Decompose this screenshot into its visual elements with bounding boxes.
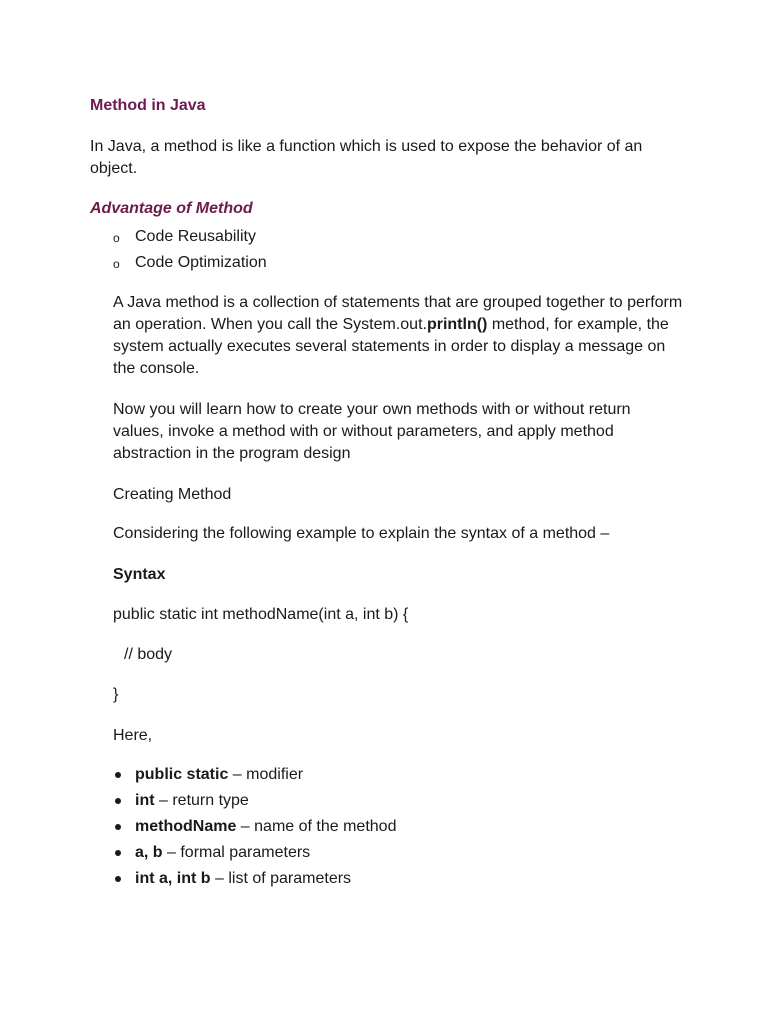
term-description: – formal parameters <box>162 844 311 861</box>
creating-method-heading: Creating Method <box>113 486 232 503</box>
list-item <box>113 842 396 868</box>
term-name: methodName <box>135 818 237 835</box>
term-description: – name of the method <box>236 818 397 835</box>
code-line-close-brace: } <box>113 686 119 703</box>
list-item <box>113 868 396 894</box>
here-label: Here, <box>113 727 153 744</box>
term-description: – return type <box>154 792 249 809</box>
advantage-heading: Advantage of Method <box>90 200 253 217</box>
term-name: a, b <box>135 844 163 861</box>
learn-paragraph: Now you will learn how to create your own methods with or without return values, invoke a method with or without parameters, and apply method abstraction in the program design <box>113 401 631 462</box>
term-name: int a, int b <box>135 870 211 887</box>
circle-bullet-icon: o <box>113 257 120 271</box>
terms-list <box>113 764 396 894</box>
bullet-dot-icon <box>115 824 121 830</box>
bullet-dot-icon <box>115 798 121 804</box>
term-name: public static <box>135 766 229 783</box>
println-code-term: println() <box>426 316 488 333</box>
list-item <box>113 226 267 252</box>
list-item <box>113 816 396 842</box>
term-name: int <box>135 792 155 809</box>
paragraph-text: A Java method is a collection of statements that are grouped together to perform an operation. When you call the System.out. <box>113 294 683 333</box>
advantage-text: Code Optimization <box>135 254 267 271</box>
bullet-dot-icon <box>115 850 121 856</box>
document-title: Method in Java <box>90 97 206 114</box>
intro-paragraph: In Java, a method is like a function which is used to expose the behavior of an object. <box>90 138 643 177</box>
advantages-list <box>113 226 267 278</box>
term-description: – modifier <box>228 766 304 783</box>
list-item <box>113 790 396 816</box>
method-description-paragraph <box>113 292 688 380</box>
code-line-signature: public static int methodName(int a, int b) { <box>113 606 409 623</box>
list-item <box>113 764 396 790</box>
circle-bullet-icon: o <box>113 231 120 245</box>
bullet-dot-icon <box>115 772 121 778</box>
bullet-dot-icon <box>115 876 121 882</box>
advantage-text: Code Reusability <box>135 228 256 245</box>
list-item <box>113 252 267 278</box>
paragraph-text: method, for example, the system actually executes several statements in order to display a message on the console. <box>113 316 669 377</box>
code-line-body-comment: // body <box>124 646 173 663</box>
syntax-label: Syntax <box>113 566 166 583</box>
term-description: – list of parameters <box>210 870 352 887</box>
considering-paragraph: Considering the following example to explain the syntax of a method – <box>113 525 610 542</box>
